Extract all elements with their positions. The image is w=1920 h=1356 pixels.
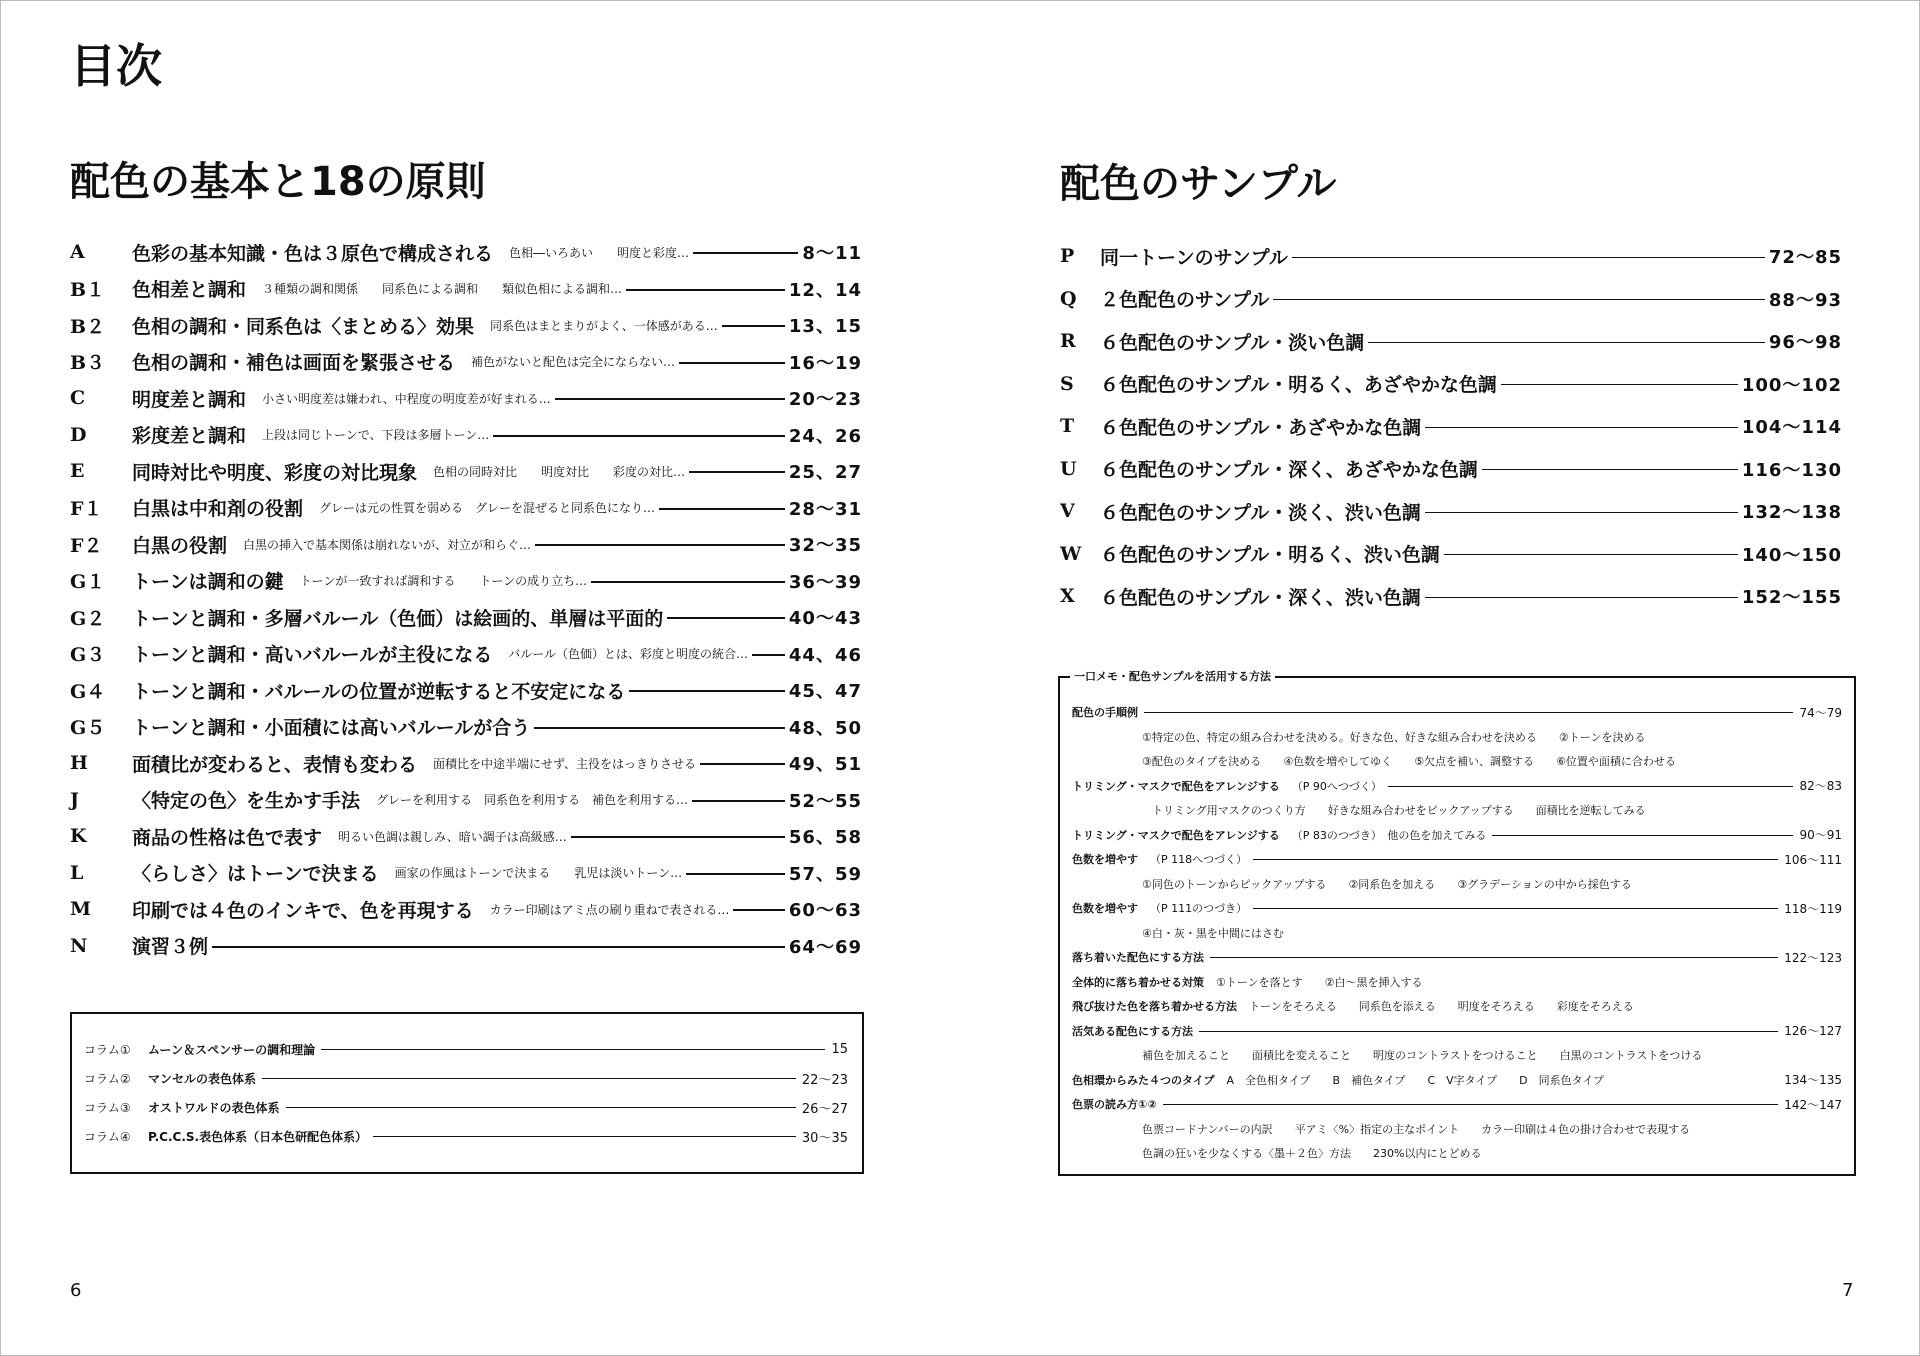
entry-title: 同一トーンのサンプル bbox=[1100, 246, 1288, 269]
entry-code: A bbox=[70, 241, 85, 263]
column-pages: 15 bbox=[831, 1041, 848, 1057]
memo-title: 色相環からみた４つのタイプ bbox=[1072, 1073, 1215, 1087]
toc-entry[interactable] bbox=[70, 457, 862, 485]
memo-title: 色票の読み方①② bbox=[1072, 1098, 1157, 1111]
memo-text: ③グラデーションの中から採色する bbox=[1457, 877, 1632, 891]
entry-pages: 48、50 bbox=[788, 717, 862, 739]
entry-code: B３ bbox=[70, 352, 106, 374]
entry-pages: 88〜93 bbox=[1768, 289, 1842, 311]
memo-text: 明度のコントラストをつけること bbox=[1373, 1049, 1538, 1062]
memo-pages: 134〜135 bbox=[1784, 1073, 1842, 1087]
entry-pages: 132〜138 bbox=[1741, 502, 1842, 523]
entry-pages: 96〜98 bbox=[1768, 332, 1842, 353]
toc-entry[interactable] bbox=[70, 676, 862, 704]
entry-sub: 白黒の挿入で基本関係は崩れないが、対立が和らぐ… bbox=[243, 537, 532, 552]
leader-line bbox=[1253, 859, 1778, 860]
entry-title: 〈特定の色〉を生かす手法 bbox=[132, 790, 361, 812]
memo-entry[interactable] bbox=[1072, 1021, 1842, 1041]
entry-code: B２ bbox=[70, 315, 106, 338]
entry-code: G２ bbox=[70, 607, 106, 630]
entry-pages: 72〜85 bbox=[1768, 247, 1842, 268]
leader-line bbox=[591, 581, 785, 583]
memo-text: ②同系色を加える bbox=[1348, 877, 1436, 891]
memo-text: トーンをそろえる bbox=[1249, 1000, 1337, 1013]
memo-text: ④白・灰・黒を中間にはさむ bbox=[1142, 926, 1284, 940]
entry-code: T bbox=[1060, 415, 1075, 437]
entry-code: S bbox=[1060, 372, 1074, 395]
entry-pages: 104〜114 bbox=[1741, 417, 1842, 438]
entry-code: G１ bbox=[70, 571, 106, 593]
page-title: 目次 bbox=[70, 39, 162, 93]
memo-text: 色調の狂いを少なくする〈墨＋２色〉方法 bbox=[1142, 1147, 1351, 1160]
entry-code: K bbox=[70, 825, 87, 847]
entry-sub: 色相―いろあい 明度と彩度… bbox=[509, 245, 690, 260]
entry-title: ６色配色のサンプル・淡く、渋い色調 bbox=[1100, 501, 1421, 524]
entry-title: トーンと調和・高いバルールが主役になる bbox=[132, 644, 493, 666]
toc-entry[interactable] bbox=[70, 530, 862, 558]
toc-entry[interactable] bbox=[70, 567, 862, 595]
entry-pages: 40〜43 bbox=[788, 608, 862, 629]
leader-line bbox=[321, 1049, 825, 1050]
toc-entry[interactable] bbox=[70, 713, 862, 741]
column-label: コラム① bbox=[84, 1042, 131, 1057]
entry-code: L bbox=[70, 861, 84, 884]
entry-pages: 116〜130 bbox=[1741, 459, 1842, 481]
entry-pages: 12、14 bbox=[788, 279, 862, 301]
entry-title: 色相の調和・同系色は〈まとめる〉効果 bbox=[132, 315, 475, 338]
leader-line bbox=[626, 289, 785, 291]
entry-pages: 49、51 bbox=[788, 754, 862, 775]
entry-title: トーンは調和の鍵 bbox=[132, 571, 284, 593]
memo-title: 色数を増やす bbox=[1072, 902, 1138, 915]
leader-line bbox=[679, 362, 785, 364]
entry-code: V bbox=[1060, 500, 1075, 522]
entry-title: 色相の調和・補色は画面を緊張させる bbox=[132, 352, 456, 374]
entry-code: G４ bbox=[70, 680, 106, 703]
entry-pages: 8〜11 bbox=[802, 243, 862, 264]
entry-pages: 32〜35 bbox=[788, 535, 862, 556]
entry-title: 明度差と調和 bbox=[132, 388, 247, 411]
entry-sub: 色相の同時対比 明度対比 彩度の対比… bbox=[433, 464, 686, 479]
memo-text: ⑥位置や面積に合わせる bbox=[1556, 755, 1676, 768]
leader-line bbox=[1425, 427, 1738, 428]
memo-entry[interactable] bbox=[1072, 947, 1842, 967]
entry-code: B１ bbox=[70, 279, 106, 301]
leader-line bbox=[373, 1136, 796, 1137]
leader-line bbox=[1492, 835, 1793, 836]
toc-entry[interactable] bbox=[70, 603, 862, 631]
entry-sub: 明るい色調は親しみ、暗い調子は高級感… bbox=[338, 829, 567, 844]
leader-line bbox=[693, 252, 798, 254]
toc-entry[interactable] bbox=[70, 786, 862, 814]
toc-entry[interactable] bbox=[70, 822, 862, 850]
entry-title: トーンと調和・バルールの位置が逆転すると不安定になる bbox=[132, 680, 626, 703]
memo-pages: 118〜119 bbox=[1784, 901, 1842, 916]
memo-detail bbox=[1142, 1045, 1842, 1065]
toc-entry[interactable] bbox=[70, 932, 862, 960]
leader-line bbox=[689, 471, 785, 473]
leader-line bbox=[733, 909, 785, 911]
leader-line bbox=[1425, 512, 1738, 513]
toc-entry[interactable] bbox=[70, 749, 862, 777]
entry-title: 白黒の役割 bbox=[132, 534, 228, 557]
memo-detail bbox=[1142, 1119, 1842, 1139]
entry-title: ２色配色のサンプル bbox=[1100, 289, 1270, 311]
entry-sub: バルール（色価）とは、彩度と明度の統合… bbox=[508, 647, 749, 661]
column-entry[interactable] bbox=[84, 1096, 848, 1118]
memo-text: 彩度をそろえる bbox=[1556, 1000, 1634, 1013]
leader-line bbox=[534, 727, 785, 729]
entry-code: C bbox=[70, 387, 86, 409]
entry-sub: グレーは元の性質を弱める グレーを混ぜると同系色になり… bbox=[319, 501, 656, 515]
leader-line bbox=[535, 544, 785, 546]
entry-sub: 同系色はまとまりがよく、一体感がある… bbox=[490, 318, 718, 333]
memo-pages: 82〜83 bbox=[1799, 779, 1842, 793]
right-toc bbox=[1060, 242, 1842, 612]
entry-pages: 44、46 bbox=[788, 644, 862, 666]
memo-text: ②白〜黒を挿入する bbox=[1324, 975, 1423, 989]
memo-text: 明度をそろえる bbox=[1457, 1000, 1535, 1013]
memo-text: 補色を加えること bbox=[1142, 1049, 1230, 1062]
entry-pages: 140〜150 bbox=[1741, 544, 1842, 566]
memo-entry[interactable] bbox=[1072, 825, 1842, 845]
memo-detail bbox=[1142, 751, 1842, 771]
leader-line bbox=[667, 617, 785, 619]
memo-text: カラー印刷は４色の掛け合わせで表現する bbox=[1481, 1122, 1691, 1136]
leader-line bbox=[1501, 384, 1738, 385]
leader-line bbox=[1199, 1031, 1778, 1032]
leader-line bbox=[1388, 786, 1794, 787]
memo-pages: 74〜79 bbox=[1799, 705, 1842, 720]
toc-entry[interactable] bbox=[70, 311, 862, 339]
memo-entry[interactable] bbox=[1072, 1094, 1842, 1114]
toc-entry[interactable] bbox=[70, 348, 862, 376]
entry-pages: 36〜39 bbox=[788, 571, 862, 593]
entry-pages: 64〜69 bbox=[788, 936, 862, 958]
entry-title: 色彩の基本知識・色は３原色で構成される bbox=[132, 242, 494, 265]
right-section-title: 配色のサンプル bbox=[1060, 161, 1337, 207]
column-title: P.C.C.S.表色体系（日本色研配色体系） bbox=[148, 1129, 368, 1144]
memo-text: A 全色相タイプ bbox=[1226, 1073, 1311, 1087]
entry-code: G５ bbox=[70, 717, 106, 739]
memo-detail bbox=[1142, 923, 1842, 943]
entry-code: W bbox=[1060, 542, 1082, 565]
entry-code: U bbox=[1060, 457, 1077, 480]
entry-title: 印刷では４色のインキで、色を再現する bbox=[132, 899, 474, 922]
entry-code: P bbox=[1060, 245, 1075, 267]
leader-line bbox=[722, 325, 785, 327]
toc-entry[interactable] bbox=[1060, 497, 1842, 525]
entry-title: ６色配色のサンプル・明るく、あざやかな色調 bbox=[1100, 374, 1497, 396]
entry-pages: 13、15 bbox=[788, 316, 862, 337]
memo-text: 同系色を添える bbox=[1358, 1000, 1436, 1013]
entry-code: D bbox=[70, 423, 87, 446]
toc-entry[interactable] bbox=[70, 421, 862, 449]
leader-line bbox=[1444, 554, 1738, 555]
entry-code: N bbox=[70, 934, 88, 957]
memo-sub: （P 90へつづく） bbox=[1291, 779, 1382, 793]
toc-entry[interactable] bbox=[1060, 327, 1842, 355]
memo-text: 230%以内にとどめる bbox=[1373, 1147, 1482, 1160]
column-entry[interactable] bbox=[84, 1038, 848, 1060]
leader-line bbox=[629, 690, 785, 692]
column-title: マンセルの表色体系 bbox=[148, 1071, 257, 1086]
toc-entry[interactable] bbox=[70, 859, 862, 887]
memo-detail bbox=[1152, 800, 1842, 820]
memo-text: 好きな組み合わせをピックアップする bbox=[1327, 804, 1514, 817]
leader-line bbox=[286, 1107, 796, 1108]
memo-text: ④色数を増やしてゆく bbox=[1283, 755, 1393, 768]
column-label: コラム③ bbox=[84, 1100, 131, 1115]
page-number-left: 6 bbox=[70, 1280, 82, 1301]
toc-entry[interactable] bbox=[70, 275, 862, 303]
memo-text: ⑤欠点を補い、調整する bbox=[1414, 755, 1535, 768]
memo-text: ①同色のトーンからピックアップする bbox=[1142, 877, 1327, 891]
memo-text: 平アミ〈%〉指定の主なポイント bbox=[1294, 1122, 1460, 1136]
memo-entry[interactable] bbox=[1072, 996, 1842, 1016]
memo-text: D 同系色タイプ bbox=[1519, 1073, 1605, 1087]
memo-entry[interactable] bbox=[1072, 1070, 1842, 1090]
memo-sub: （P 83のつづき） 他の色を加えてみる bbox=[1291, 828, 1487, 842]
memo-box bbox=[1058, 670, 1856, 1176]
entry-pages: 56、58 bbox=[788, 827, 862, 848]
column-pages: 22〜23 bbox=[801, 1072, 848, 1088]
leader-line bbox=[1210, 957, 1778, 958]
memo-title: 配色の手順例 bbox=[1072, 706, 1138, 719]
memo-text: ③配色のタイプを決める bbox=[1142, 755, 1262, 768]
entry-sub: 上段は同じトーンで、下段は多層トーン… bbox=[262, 428, 490, 442]
entry-code: Q bbox=[1060, 287, 1077, 310]
toc-entry[interactable] bbox=[70, 640, 862, 668]
entry-code: X bbox=[1060, 585, 1075, 607]
entry-code: E bbox=[70, 460, 85, 482]
memo-title: トリミング・マスクで配色をアレンジする bbox=[1072, 828, 1280, 842]
entry-sub: 補色がないと配色は完全にならない… bbox=[471, 355, 676, 369]
memo-title: 飛び抜けた色を落ち着かせる方法 bbox=[1072, 1000, 1237, 1013]
memo-text: ①特定の色、特定の組み合わせを決める。好きな色、好きな組み合わせを決める bbox=[1142, 730, 1537, 744]
memo-pages: 106〜111 bbox=[1784, 852, 1842, 867]
leader-line bbox=[1163, 1104, 1779, 1105]
entry-pages: 16〜19 bbox=[788, 352, 862, 374]
entry-sub: 画家の作風はトーンで決まる 乳児は淡いトーン… bbox=[394, 866, 683, 880]
entry-pages: 45、47 bbox=[788, 681, 862, 702]
memo-text: B 補色タイプ bbox=[1332, 1073, 1406, 1087]
entry-title: ６色配色のサンプル・深く、あざやかな色調 bbox=[1100, 459, 1478, 481]
leader-line bbox=[571, 836, 785, 838]
memo-detail bbox=[1142, 1143, 1842, 1163]
memo-detail bbox=[1142, 874, 1842, 894]
column-entry[interactable] bbox=[84, 1125, 848, 1147]
leader-line bbox=[555, 398, 785, 400]
memo-pages: 90〜91 bbox=[1799, 828, 1842, 842]
memo-title: トリミング・マスクで配色をアレンジする bbox=[1072, 779, 1280, 793]
memo-entry[interactable] bbox=[1072, 776, 1842, 796]
memo-pages: 122〜123 bbox=[1784, 950, 1842, 965]
entry-code: G３ bbox=[70, 644, 106, 666]
leader-line bbox=[1144, 712, 1793, 713]
leader-line bbox=[686, 873, 785, 875]
toc-entry[interactable] bbox=[1060, 455, 1842, 483]
leader-line bbox=[262, 1078, 796, 1079]
entry-sub: 小さい明度差は嫌われ、中程度の明度差が好まれる… bbox=[262, 391, 551, 406]
entry-title: ６色配色のサンプル・淡い色調 bbox=[1100, 331, 1365, 354]
memo-title: 色数を増やす bbox=[1072, 853, 1138, 866]
toc-entry[interactable] bbox=[1060, 412, 1842, 440]
left-section-title: 配色の基本と18の原則 bbox=[70, 159, 486, 205]
memo-entry[interactable] bbox=[1072, 898, 1842, 918]
memo-title: 活気ある配色にする方法 bbox=[1072, 1024, 1193, 1038]
entry-title: トーンと調和・多層バルール（色価）は絵画的、単層は平面的 bbox=[132, 607, 664, 630]
leader-line bbox=[1425, 597, 1738, 598]
entry-title: 〈らしさ〉はトーンで決まる bbox=[132, 863, 379, 885]
entry-sub: グレーを利用する 同系色を利用する 補色を利用する… bbox=[376, 793, 689, 807]
entry-title: 同時対比や明度、彩度の対比現象 bbox=[132, 461, 418, 484]
entry-title: 面積比が変わると、表情も変わる bbox=[132, 753, 418, 776]
memo-text: 面積比を逆転してみる bbox=[1535, 804, 1646, 817]
entry-sub: ３種類の調和関係 同系色による調和 類似色相による調和… bbox=[262, 282, 623, 296]
memo-sub: （P 118へつづく） bbox=[1150, 853, 1248, 866]
memo-pages: 126〜127 bbox=[1784, 1024, 1842, 1038]
memo-pages: 142〜147 bbox=[1784, 1097, 1842, 1112]
leader-line bbox=[1482, 469, 1738, 470]
column-pages: 30〜35 bbox=[801, 1130, 848, 1146]
entry-code: R bbox=[1060, 330, 1076, 352]
leader-line bbox=[1253, 908, 1778, 909]
entry-code: H bbox=[70, 752, 88, 774]
left-toc bbox=[70, 238, 862, 978]
toc-entry[interactable] bbox=[1060, 285, 1842, 313]
page-number-right: 7 bbox=[1842, 1280, 1854, 1301]
entry-pages: 57、59 bbox=[788, 863, 862, 885]
leader-line bbox=[1292, 257, 1765, 258]
memo-text: 色票コードナンバーの内訳 bbox=[1142, 1122, 1273, 1136]
column-box bbox=[70, 1012, 864, 1174]
memo-title: 全体的に落ち着かせる対策 bbox=[1072, 975, 1204, 989]
memo-entry[interactable] bbox=[1072, 702, 1842, 722]
leader-line bbox=[1273, 299, 1765, 300]
memo-text: C V字タイプ bbox=[1427, 1073, 1498, 1087]
memo-text: 面積比を変えること bbox=[1252, 1049, 1351, 1062]
entry-sub: 面積比を中途半端にせず、主役をはっきりさせる bbox=[433, 756, 697, 771]
leader-line bbox=[493, 435, 785, 437]
leader-line bbox=[752, 654, 785, 656]
entry-title: ６色配色のサンプル・明るく、渋い色調 bbox=[1100, 544, 1440, 566]
entry-sub: カラー印刷はアミ点の刷り重ねで表される… bbox=[489, 902, 730, 917]
memo-entry[interactable] bbox=[1072, 972, 1842, 992]
memo-entry[interactable] bbox=[1072, 849, 1842, 869]
memo-text: ②トーンを決める bbox=[1558, 730, 1646, 744]
memo-heading: 一口メモ・配色サンプルを活用する方法 bbox=[1070, 668, 1275, 684]
entry-pages: 24、26 bbox=[788, 425, 862, 447]
entry-title: 白黒は中和剤の役割 bbox=[132, 498, 304, 520]
leader-line bbox=[700, 763, 785, 765]
toc-entry[interactable] bbox=[70, 895, 862, 923]
column-title: ムーン＆スペンサーの調和理論 bbox=[148, 1042, 316, 1057]
leader-line bbox=[692, 800, 785, 802]
memo-text: トリミング用マスクのつくり方 bbox=[1152, 804, 1306, 817]
toc-entry[interactable] bbox=[70, 238, 862, 266]
toc-entry[interactable] bbox=[70, 494, 862, 522]
entry-title: 彩度差と調和 bbox=[132, 425, 247, 447]
toc-entry[interactable] bbox=[1060, 242, 1842, 270]
leader-line bbox=[1368, 342, 1765, 343]
column-label: コラム④ bbox=[84, 1129, 131, 1144]
entry-title: 演習３例 bbox=[132, 936, 209, 958]
entry-title: ６色配色のサンプル・深く、渋い色調 bbox=[1100, 586, 1421, 609]
toc-entry[interactable] bbox=[1060, 582, 1842, 610]
memo-text: ①トーンを落とす bbox=[1216, 975, 1303, 989]
memo-detail bbox=[1142, 727, 1842, 747]
leader-line bbox=[659, 508, 785, 510]
leader-line bbox=[212, 946, 785, 948]
toc-entry[interactable] bbox=[1060, 370, 1842, 398]
column-label: コラム② bbox=[84, 1071, 131, 1086]
memo-sub: （P 111のつづき） bbox=[1150, 902, 1248, 915]
column-pages: 26〜27 bbox=[801, 1101, 848, 1117]
entry-pages: 152〜155 bbox=[1741, 587, 1842, 608]
entry-pages: 60〜63 bbox=[788, 900, 862, 921]
memo-title: 落ち着いた配色にする方法 bbox=[1072, 951, 1204, 964]
entry-sub: トーンが一致すれば調和する トーンの成り立ち… bbox=[299, 574, 588, 588]
entry-code: F１ bbox=[70, 498, 103, 520]
toc-entry[interactable] bbox=[1060, 540, 1842, 568]
entry-title: トーンと調和・小面積には高いバルールが合う bbox=[132, 717, 531, 739]
column-entry[interactable] bbox=[84, 1067, 848, 1089]
column-title: オストワルドの表色体系 bbox=[148, 1100, 280, 1115]
entry-code: M bbox=[70, 898, 92, 920]
entry-pages: 25、27 bbox=[788, 462, 862, 483]
entry-title: 商品の性格は色で表す bbox=[132, 826, 323, 849]
entry-code: J bbox=[70, 788, 79, 811]
entry-title: 色相差と調和 bbox=[132, 279, 247, 301]
entry-code: F２ bbox=[70, 534, 103, 557]
toc-entry[interactable] bbox=[70, 384, 862, 412]
entry-pages: 28〜31 bbox=[788, 498, 862, 520]
memo-text: 白黒のコントラストをつける bbox=[1559, 1049, 1703, 1062]
entry-pages: 52〜55 bbox=[788, 790, 862, 812]
entry-title: ６色配色のサンプル・あざやかな色調 bbox=[1100, 416, 1422, 439]
entry-pages: 20〜23 bbox=[788, 389, 862, 410]
entry-pages: 100〜102 bbox=[1741, 374, 1842, 396]
